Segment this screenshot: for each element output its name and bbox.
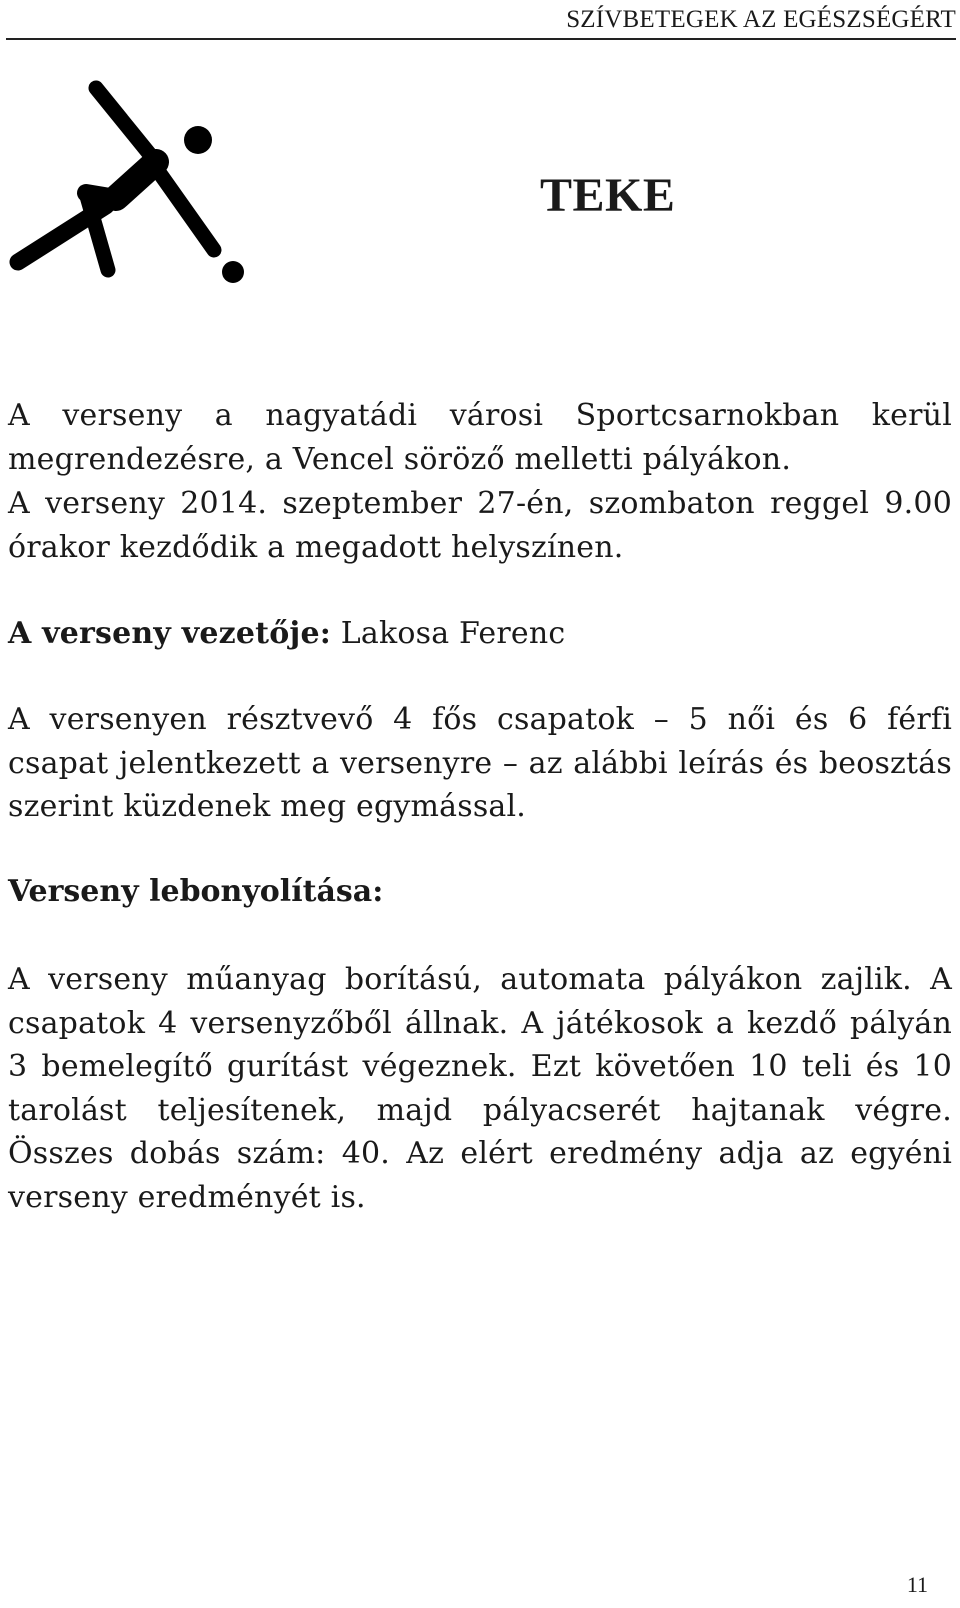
running-header-title: SZÍVBETEGEK AZ EGÉSZSÉGÉRT bbox=[566, 6, 956, 33]
procedure-heading: Verseny lebonyolítása: bbox=[8, 874, 384, 909]
running-header bbox=[6, 0, 956, 40]
venue-paragraph: A verseny a nagyatádi városi Sportcsarnokban kerül megrendezésre, a Vencel söröző melletti pályákon. bbox=[8, 398, 952, 477]
leader-name: Lakosa Ferenc bbox=[331, 616, 566, 651]
page-number: 11 bbox=[906, 1572, 928, 1597]
page-title: TEKE bbox=[540, 169, 676, 222]
teams-paragraph: A versenyen résztvevő 4 fős csapatok – 5 női és 6 férfi csapat jelentkezett a versenyre – az alábbi leírás és beosztás szerint küzdenek meg egymással. bbox=[8, 702, 952, 824]
leader-label: A verseny vezetője: bbox=[8, 616, 332, 651]
procedure-paragraph: A verseny műanyag borítású, automata pályákon zajlik. A csapatok 4 versenyzőből állnak. A játékosok a kezdő pályán 3 bemelegítő gurítást végeznek. Ezt követően 10 teli és 10 tarolást teljesítenek, majd pályacserét hajtanak végre. Összes dobás szám: 40. Az elért eredmény adja az egyéni verseny eredményét is. bbox=[8, 962, 952, 1215]
leader-paragraph bbox=[8, 612, 952, 656]
time-paragraph: A verseny 2014. szeptember 27-én, szombaton reggel 9.00 órakor kezdődik a megadott helyszínen. bbox=[8, 486, 952, 565]
bowling-player-pictogram-icon bbox=[8, 80, 258, 295]
